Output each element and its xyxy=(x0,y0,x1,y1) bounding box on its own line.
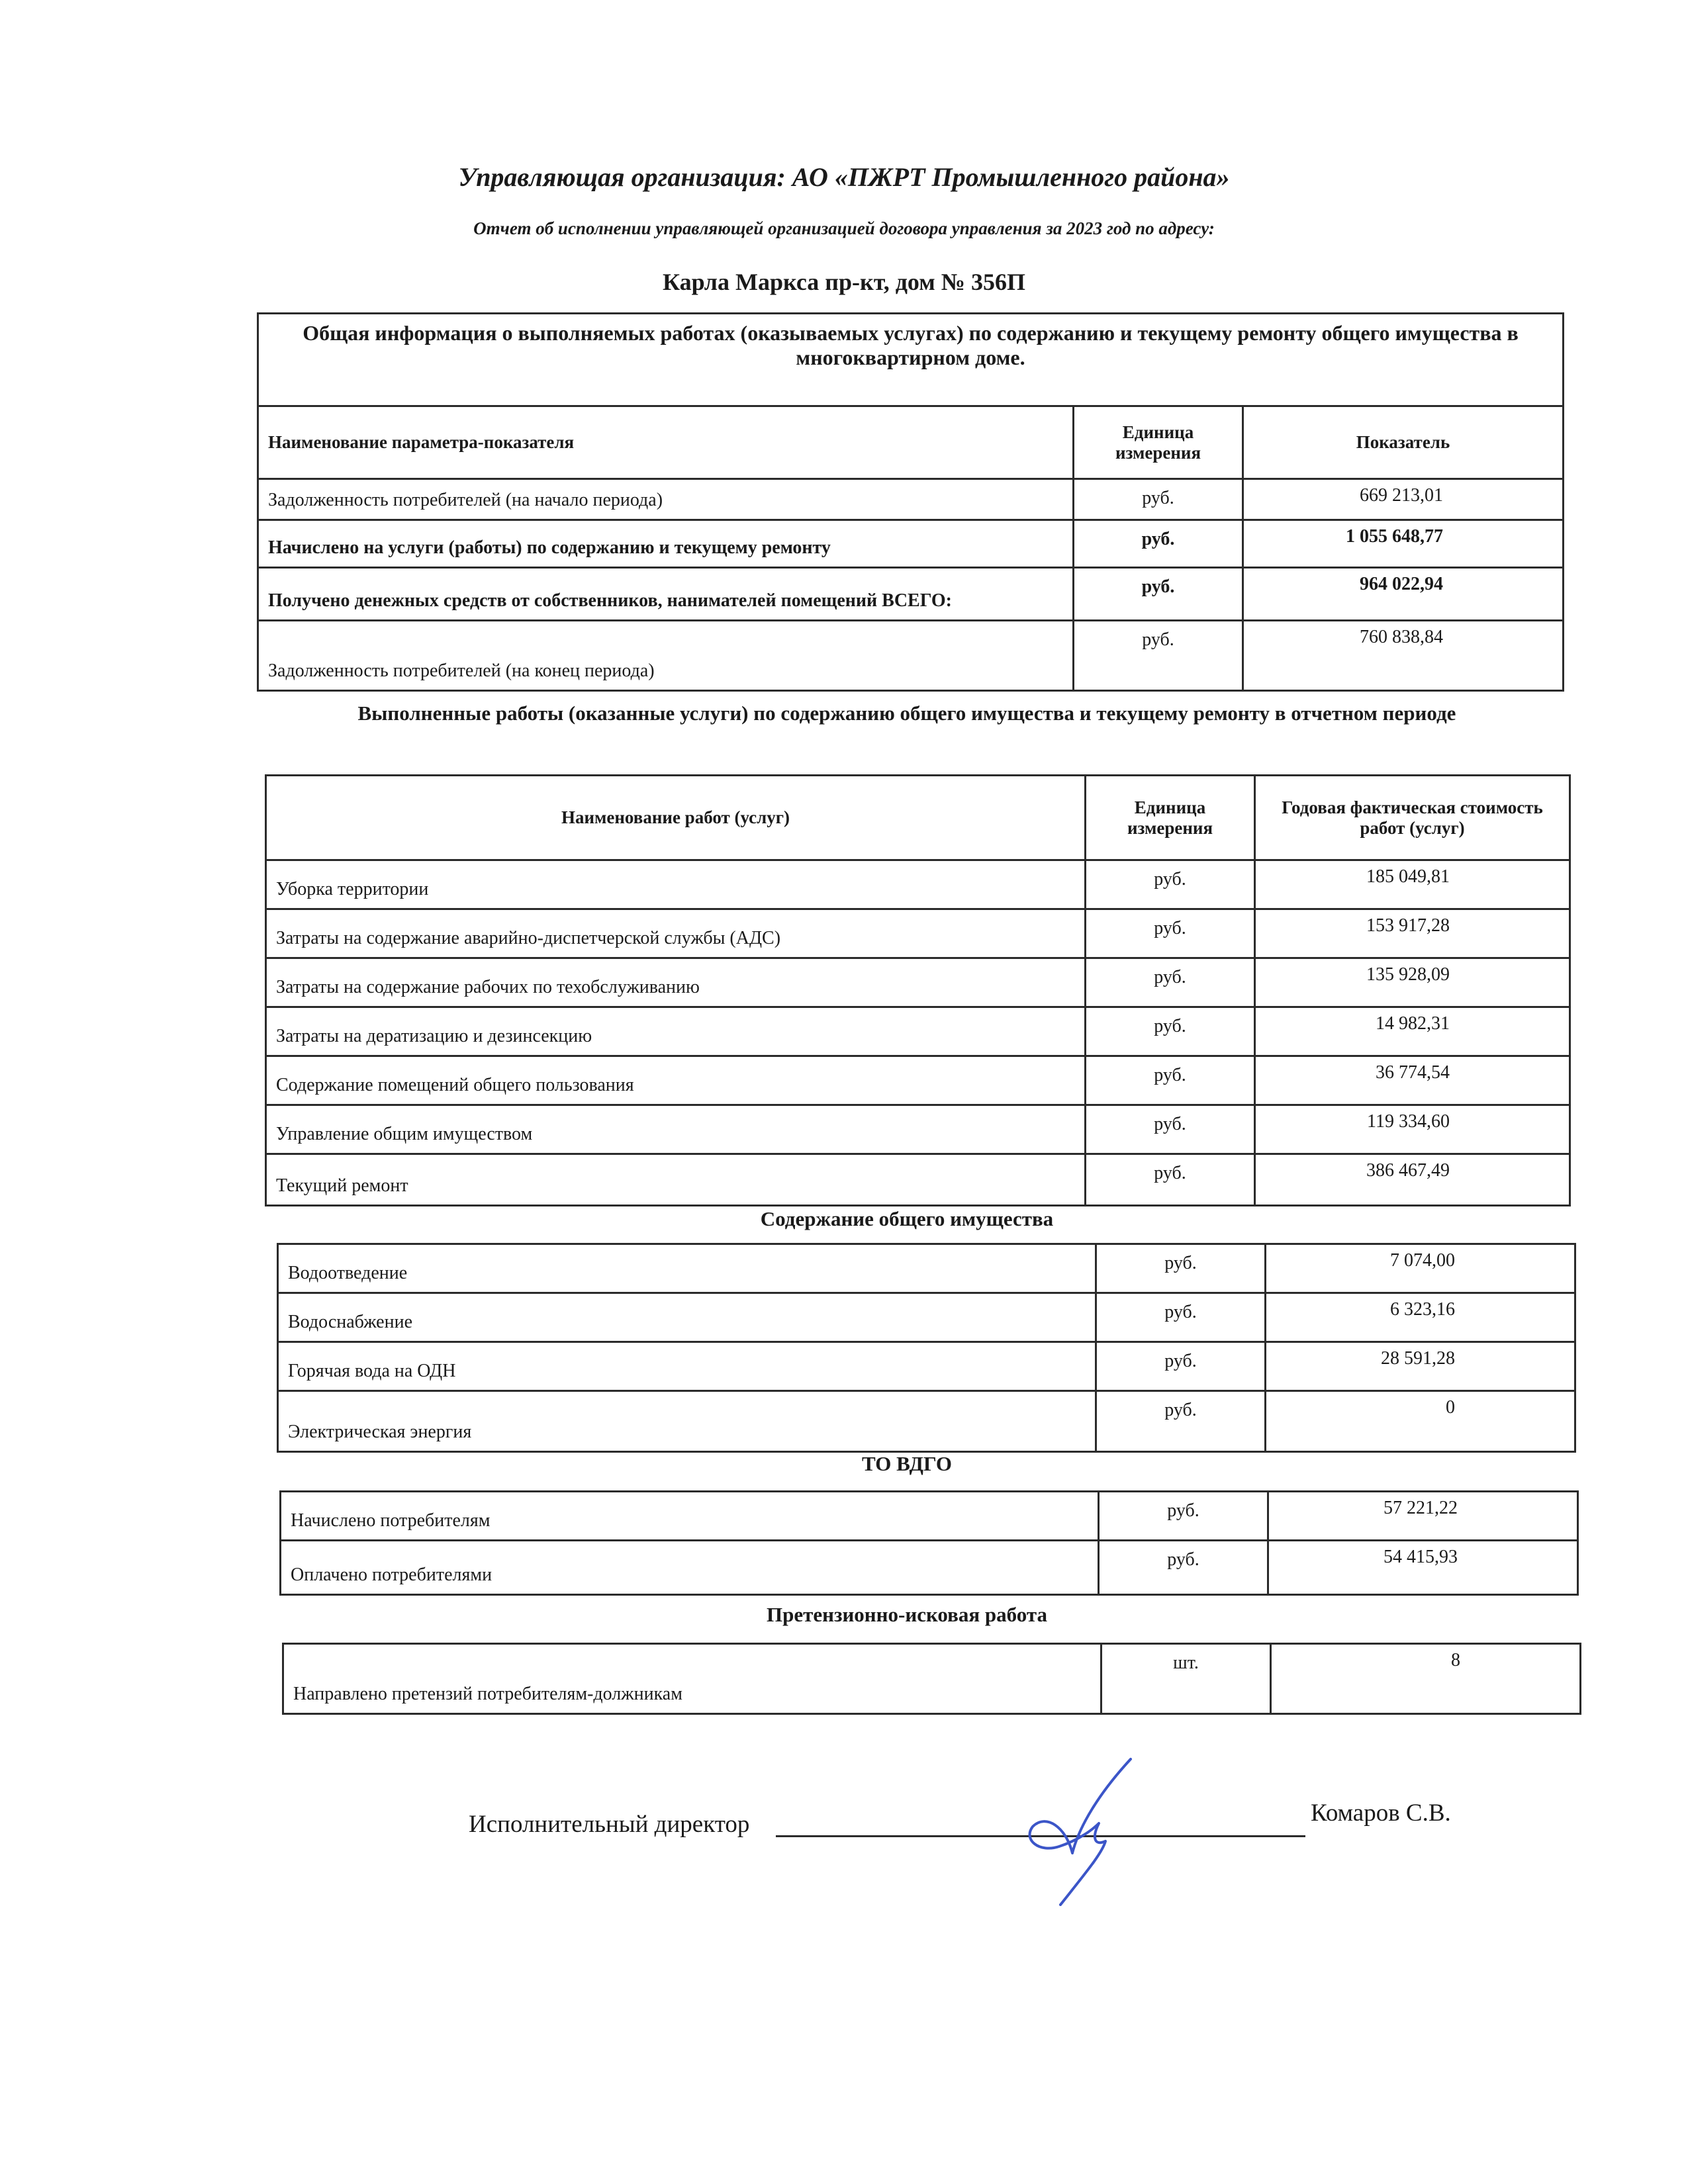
row-value: 669 213,01 xyxy=(1243,479,1564,520)
row-value: 760 838,84 xyxy=(1243,621,1564,691)
row-value: 1 055 648,77 xyxy=(1243,520,1564,568)
row-unit: руб. xyxy=(1096,1391,1266,1452)
row-unit: руб. xyxy=(1086,860,1255,909)
row-unit: руб. xyxy=(1074,621,1243,691)
row-name: Оплачено потребителями xyxy=(281,1541,1099,1595)
table-row xyxy=(281,1492,1578,1541)
signatory-name: Комаров С.В. xyxy=(1311,1799,1451,1827)
table-row xyxy=(278,1342,1575,1391)
common-property-title: Содержание общего имущества xyxy=(760,1207,1054,1230)
row-value: 0 xyxy=(1266,1391,1575,1452)
row-unit: руб. xyxy=(1099,1492,1268,1541)
row-name: Начислено потребителям xyxy=(281,1492,1099,1541)
table-row xyxy=(266,1154,1570,1206)
row-value: 6 323,16 xyxy=(1266,1293,1575,1342)
row-name: Водоотведение xyxy=(278,1244,1096,1293)
claims-title: Претензионно-исковая работа xyxy=(767,1603,1047,1626)
row-unit: руб. xyxy=(1074,520,1243,568)
table-row xyxy=(266,958,1570,1007)
row-name: Текущий ремонт xyxy=(266,1154,1086,1206)
signature-mark xyxy=(1019,1754,1152,1909)
row-value: 57 221,22 xyxy=(1268,1492,1578,1541)
organization-title: Управляющая организация: АО «ПЖРТ Промышленного района» xyxy=(458,162,1230,192)
vdgo-title: ТО ВДГО xyxy=(861,1452,953,1475)
row-name: Управление общим имуществом xyxy=(266,1105,1086,1154)
row-name: Затраты на содержание аварийно-диспетчерской службы (АДС) xyxy=(266,909,1086,958)
row-name: Электрическая энергия xyxy=(278,1391,1096,1452)
row-name: Горячая вода на ОДН xyxy=(278,1342,1096,1391)
address-title: Карла Маркса пр-кт, дом № 356П xyxy=(663,269,1025,295)
row-name: Содержание помещений общего пользования xyxy=(266,1056,1086,1105)
row-unit: руб. xyxy=(1096,1293,1266,1342)
table-row xyxy=(266,1105,1570,1154)
signatory-position: Исполнительный директор xyxy=(469,1811,750,1838)
row-value: 8 xyxy=(1271,1644,1581,1714)
row-name: Водоснабжение xyxy=(278,1293,1096,1342)
col-header-work: Наименование работ (услуг) xyxy=(266,776,1086,860)
row-value: 7 074,00 xyxy=(1266,1244,1575,1293)
row-value: 386 467,49 xyxy=(1255,1154,1570,1206)
col-header-cost: Годовая фактическая стоимость работ (услуг) xyxy=(1255,776,1570,860)
row-unit: руб. xyxy=(1096,1342,1266,1391)
works-section-title: Выполненные работы (оказанные услуги) по содержанию общего имущества и текущему ремонту в отчетном периоде xyxy=(357,702,1456,725)
row-unit: руб. xyxy=(1096,1244,1266,1293)
row-name: Затраты на содержание рабочих по техобслуживанию xyxy=(266,958,1086,1007)
claims-table xyxy=(282,1643,1581,1715)
col-header-unit: Единица измерения xyxy=(1086,776,1255,860)
general-info-table xyxy=(257,312,1564,692)
row-unit: руб. xyxy=(1086,1056,1255,1105)
general-info-title: Общая информация о выполняемых работах (оказываемых услугах) по содержанию и текущему ремонту общего имущества в многоквартирном доме. xyxy=(258,314,1564,406)
row-unit: руб. xyxy=(1086,1105,1255,1154)
common-property-table xyxy=(277,1243,1576,1453)
row-unit: шт. xyxy=(1102,1644,1271,1714)
vdgo-table xyxy=(279,1490,1579,1596)
col-header-parameter: Наименование параметра-показателя xyxy=(258,406,1074,479)
table-row xyxy=(266,909,1570,958)
col-header-value: Показатель xyxy=(1243,406,1564,479)
row-value: 964 022,94 xyxy=(1243,568,1564,621)
row-value: 119 334,60 xyxy=(1255,1105,1570,1154)
table-row xyxy=(266,1056,1570,1105)
general-info-title-row xyxy=(258,314,1564,406)
row-unit: руб. xyxy=(1086,958,1255,1007)
general-info-header-row xyxy=(258,406,1564,479)
row-value: 185 049,81 xyxy=(1255,860,1570,909)
table-row xyxy=(258,621,1564,691)
table-row xyxy=(266,1007,1570,1056)
table-row xyxy=(258,479,1564,520)
table-row xyxy=(283,1644,1581,1714)
row-unit: руб. xyxy=(1074,568,1243,621)
table-row xyxy=(278,1244,1575,1293)
row-value: 153 917,28 xyxy=(1255,909,1570,958)
row-name: Задолженность потребителей (на начало периода) xyxy=(258,479,1074,520)
table-row xyxy=(281,1541,1578,1595)
row-unit: руб. xyxy=(1086,909,1255,958)
row-name: Задолженность потребителей (на конец периода) xyxy=(258,621,1074,691)
works-header-row xyxy=(266,776,1570,860)
row-value: 135 928,09 xyxy=(1255,958,1570,1007)
row-name: Уборка территории xyxy=(266,860,1086,909)
row-unit: руб. xyxy=(1086,1154,1255,1206)
table-row xyxy=(258,520,1564,568)
row-value: 28 591,28 xyxy=(1266,1342,1575,1391)
table-row xyxy=(278,1293,1575,1342)
table-row xyxy=(258,568,1564,621)
row-name: Получено денежных средств от собственников, нанимателей помещений ВСЕГО: xyxy=(258,568,1074,621)
row-name: Начислено на услуги (работы) по содержанию и текущему ремонту xyxy=(258,520,1074,568)
row-name: Затраты на дератизацию и дезинсекцию xyxy=(266,1007,1086,1056)
row-value: 36 774,54 xyxy=(1255,1056,1570,1105)
row-unit: руб. xyxy=(1074,479,1243,520)
col-header-unit: Единица измерения xyxy=(1074,406,1243,479)
report-subtitle: Отчет об исполнении управляющей организацией договора управления за 2023 год по адресу: xyxy=(473,218,1215,238)
table-row xyxy=(278,1391,1575,1452)
row-unit: руб. xyxy=(1099,1541,1268,1595)
works-table xyxy=(265,774,1571,1206)
table-row xyxy=(266,860,1570,909)
row-unit: руб. xyxy=(1086,1007,1255,1056)
row-name: Направлено претензий потребителям-должникам xyxy=(283,1644,1102,1714)
row-value: 14 982,31 xyxy=(1255,1007,1570,1056)
row-value: 54 415,93 xyxy=(1268,1541,1578,1595)
